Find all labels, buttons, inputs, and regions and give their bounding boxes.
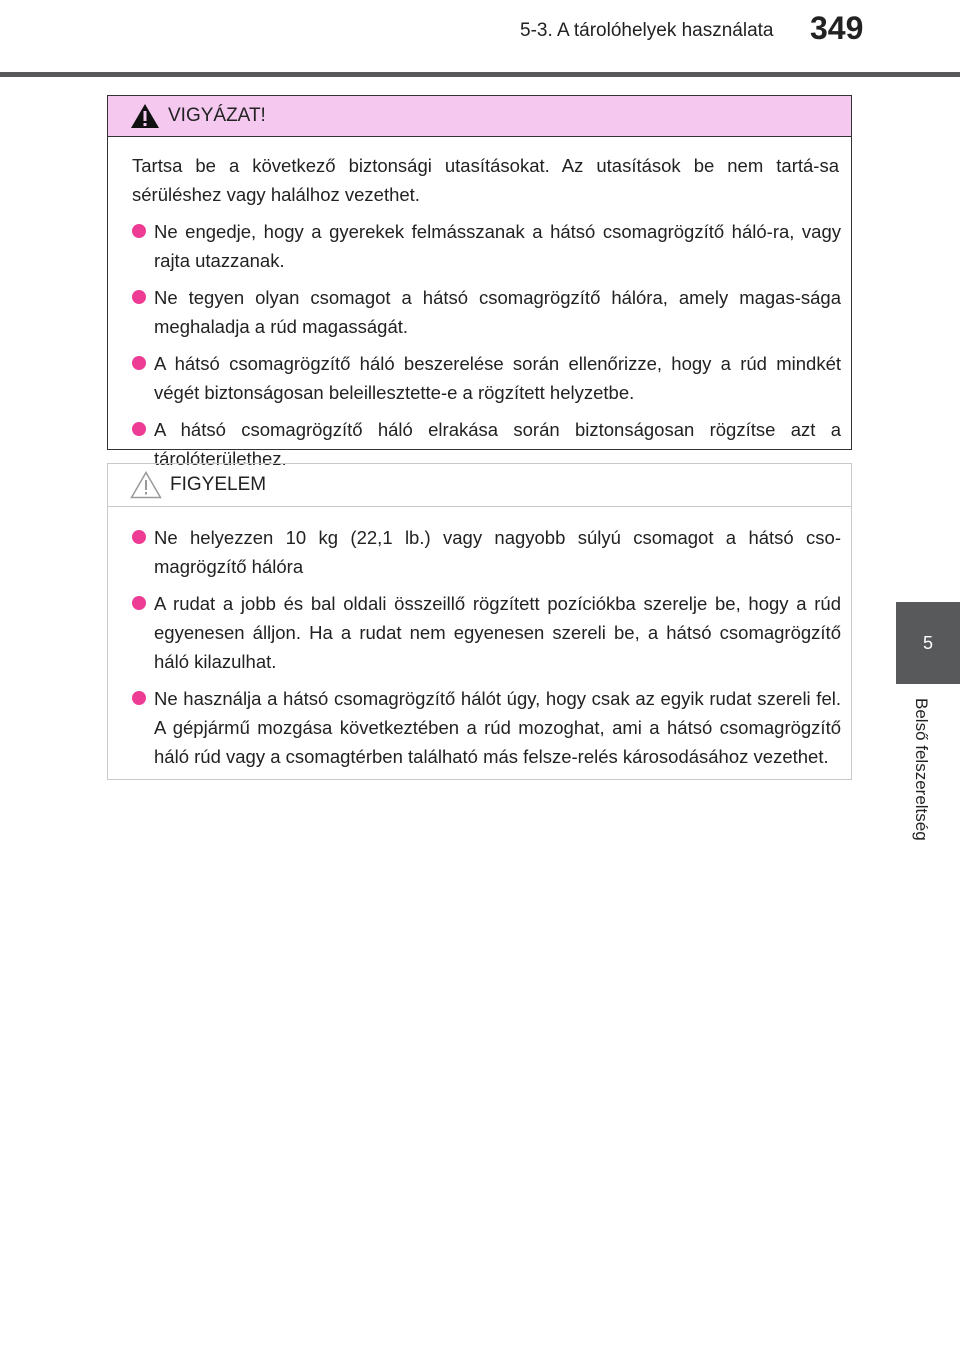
warning-body xyxy=(108,137,851,491)
bullet-icon xyxy=(132,596,146,610)
section-title: 5-3. A tárolóhelyek használata xyxy=(520,20,774,41)
chapter-label: Belső felszereltség xyxy=(912,698,931,841)
notice-header xyxy=(108,464,851,507)
warning-item-text: A hátsó csomagrögzítő háló elrakása során biztonságosan rögzítse azt a tárolóterülethez. xyxy=(154,419,841,469)
chapter-tab xyxy=(896,602,960,684)
warning-item xyxy=(132,217,841,275)
warning-item xyxy=(132,283,841,341)
bullet-icon xyxy=(132,224,146,238)
bullet-icon xyxy=(132,422,146,436)
notice-body xyxy=(108,507,851,789)
page-number: 349 xyxy=(810,10,864,46)
warning-item-text: Ne tegyen olyan csomagot a hátsó csomagrögzítő hálóra, amely magas-sága meghaladja a rúd magasságát. xyxy=(154,287,841,337)
bullet-icon xyxy=(132,530,146,544)
warning-intro: Tartsa be a következő biztonsági utasításokat. Az utasítások be nem tartá-sa sérüléshez vagy halálhoz vezethet. xyxy=(132,155,839,205)
notice-item-text: Ne használja a hátsó csomagrögzítő hálót úgy, hogy csak az egyik rudat szereli fel. A gépjármű mozgása következtében a rúd mozoghat, ami a hátsó csomagrögzítő háló rúd vagy a csomagtérben található más felsze-relés károsodásához vezethet. xyxy=(154,688,841,767)
notice-item-text: A rudat a jobb és bal oldali összeillő rögzített pozíciókba szerelje be, hogy a rúd egyenesen álljon. Ha a rudat nem egyenesen szereli be, a hátsó csomagrögzítő háló kilazulhat. xyxy=(154,593,841,672)
notice-box xyxy=(107,463,852,780)
warning-title: VIGYÁZAT! xyxy=(168,105,266,126)
warning-item-text: Ne engedje, hogy a gyerekek felmásszanak a hátsó csomagrögzítő háló-ra, vagy rajta utazzanak. xyxy=(154,221,841,271)
bullet-icon xyxy=(132,290,146,304)
notice-item-text: Ne helyezzen 10 kg (22,1 lb.) vagy nagyobb súlyú csomagot a hátsó cso-magrögzítő hálóra xyxy=(154,527,841,577)
notice-item xyxy=(132,589,841,676)
header-divider xyxy=(0,72,960,77)
bullet-icon xyxy=(132,356,146,370)
chapter-number: 5 xyxy=(922,632,933,653)
warning-box xyxy=(107,95,852,469)
caution-triangle-icon xyxy=(130,471,162,499)
warning-item xyxy=(132,349,841,407)
notice-title: FIGYELEM xyxy=(170,474,267,495)
bullet-icon xyxy=(132,691,146,705)
warning-item-text: A hátsó csomagrögzítő háló beszerelése során ellenőrizze, hogy a rúd mindkét végét biztonságosan beleillesztette-e a rögzített helyzetbe. xyxy=(154,353,841,403)
warning-header xyxy=(108,96,851,137)
notice-item xyxy=(132,523,841,581)
notice-item xyxy=(132,684,841,771)
warning-triangle-icon xyxy=(130,103,160,129)
